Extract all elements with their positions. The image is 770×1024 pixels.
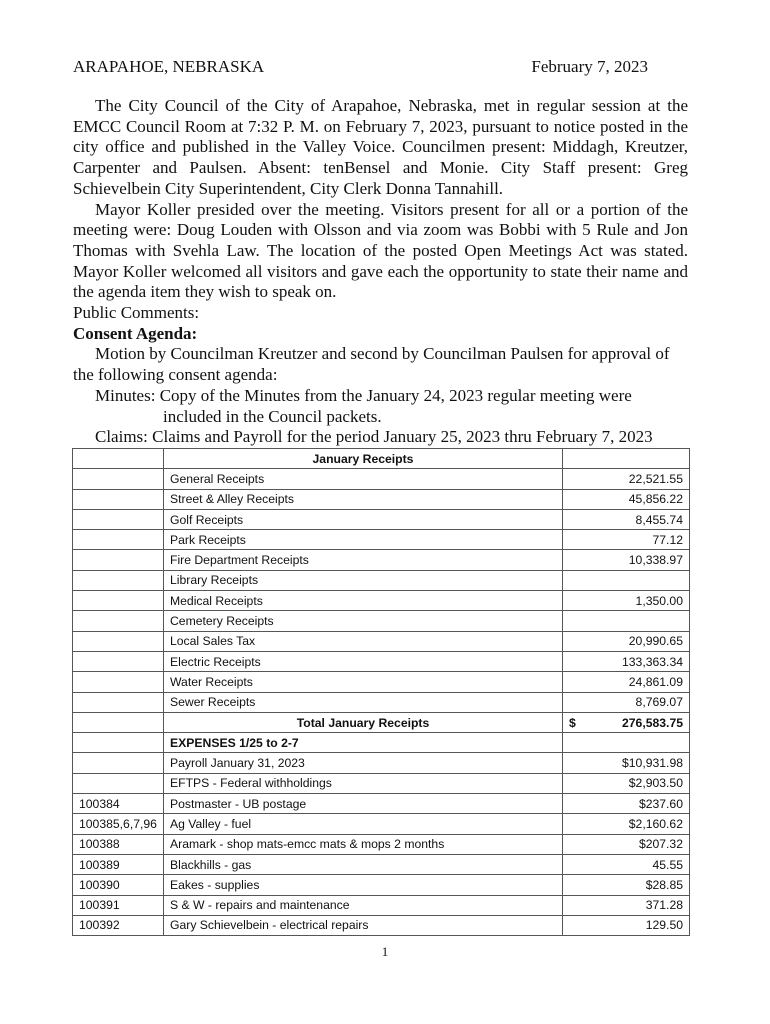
receipt-label: Sewer Receipts	[164, 692, 563, 712]
receipt-blank-cell	[73, 692, 164, 712]
expenses-blank-cell	[73, 733, 164, 753]
expense-amount: $2,160.62	[563, 814, 690, 834]
paragraph-claims: Claims: Claims and Payroll for the period January 25, 2023 thru February 7, 2023	[95, 427, 653, 447]
receipt-blank-cell	[73, 550, 164, 570]
expenses-heading-row	[73, 733, 690, 753]
receipt-blank-cell	[73, 631, 164, 651]
minutes-body	[73, 96, 688, 448]
expense-check-number: 100388	[73, 834, 164, 854]
receipt-blank-cell	[73, 570, 164, 590]
receipts-title: January Receipts	[164, 449, 563, 469]
receipt-row	[73, 489, 690, 509]
receipt-label: Library Receipts	[164, 570, 563, 590]
consent-agenda-heading: Consent Agenda:	[73, 323, 198, 343]
expense-description: Postmaster - UB postage	[164, 794, 563, 814]
expense-check-number	[73, 753, 164, 773]
receipt-amount	[563, 611, 690, 631]
header-location: ARAPAHOE, NEBRASKA	[73, 57, 265, 76]
expense-row	[73, 915, 690, 935]
receipt-label: Cemetery Receipts	[164, 611, 563, 631]
total-currency-symbol: $	[569, 715, 576, 730]
expense-amount: 371.28	[563, 895, 690, 915]
receipt-blank-cell	[73, 530, 164, 550]
expenses-blank-cell	[563, 733, 690, 753]
receipt-label: Park Receipts	[164, 530, 563, 550]
expense-description: S & W - repairs and maintenance	[164, 895, 563, 915]
receipt-row	[73, 570, 690, 590]
expenses-heading: EXPENSES 1/25 to 2-7	[164, 733, 563, 753]
receipt-label: Electric Receipts	[164, 651, 563, 671]
total-blank-cell	[73, 712, 164, 732]
receipt-label: Golf Receipts	[164, 509, 563, 529]
expense-amount: $28.85	[563, 875, 690, 895]
paragraph-motion: Motion by Councilman Kreutzer and second by Councilman Paulsen for approval of the following consent agenda:	[73, 344, 670, 385]
receipt-amount	[563, 570, 690, 590]
expense-row	[73, 854, 690, 874]
receipt-row	[73, 550, 690, 570]
receipts-expenses-table	[72, 448, 690, 936]
expense-description: Blackhills - gas	[164, 854, 563, 874]
receipt-row	[73, 631, 690, 651]
receipt-amount: 10,338.97	[563, 550, 690, 570]
page-number: 1	[381, 944, 389, 959]
receipt-label: General Receipts	[164, 469, 563, 489]
receipt-blank-cell	[73, 651, 164, 671]
receipt-row	[73, 651, 690, 671]
expense-description: EFTPS - Federal withholdings	[164, 773, 563, 793]
paragraph-mayor-presided: Mayor Koller presided over the meeting. Visitors present for all or a portion of the meeting were: Doug Louden with Olsson and via zoom was Bobbi with 5 Rule and Jon Thomas with Svehla Law. The location of the posted Open Meetings Act was stated. Mayor Koller welcomed all visitors and gave each the opportunity to state their name and the agenda item they wish to speak on.	[73, 199, 688, 302]
total-receipts-amount	[563, 712, 690, 732]
expense-check-number: 100391	[73, 895, 164, 915]
receipt-blank-cell	[73, 469, 164, 489]
receipt-amount: 20,990.65	[563, 631, 690, 651]
expense-amount: 45.55	[563, 854, 690, 874]
expense-row	[73, 875, 690, 895]
receipt-amount: 24,861.09	[563, 672, 690, 692]
receipt-blank-cell	[73, 489, 164, 509]
receipt-label: Medical Receipts	[164, 591, 563, 611]
expense-check-number: 100384	[73, 794, 164, 814]
expense-row	[73, 895, 690, 915]
expense-description: Payroll January 31, 2023	[164, 753, 563, 773]
receipt-row	[73, 672, 690, 692]
expense-amount: 129.50	[563, 915, 690, 935]
expense-check-number	[73, 773, 164, 793]
expense-description: Gary Schievelbein - electrical repairs	[164, 915, 563, 935]
expense-row	[73, 794, 690, 814]
receipt-amount: 8,769.07	[563, 692, 690, 712]
paragraph-meeting-opening: The City Council of the City of Arapahoe, Nebraska, met in regular session at the EMCC Council Room at 7:32 P. M. on February 7, 2023, pursuant to notice posted in the city office and published in the Valley Voice. Councilmen present: Middagh, Kreutzer, Carpenter and Paulsen. Absent: tenBensel and Monie. City Staff present: Greg Schievelbein City Superintendent, City Clerk Donna Tannahill.	[73, 96, 688, 198]
receipts-title-row	[73, 449, 690, 469]
expense-amount: $10,931.98	[563, 753, 690, 773]
receipt-amount: 45,856.22	[563, 489, 690, 509]
receipt-row	[73, 469, 690, 489]
total-receipts-value: 276,583.75	[622, 715, 683, 730]
total-receipts-label: Total January Receipts	[164, 712, 563, 732]
expense-check-number: 100390	[73, 875, 164, 895]
receipt-row	[73, 611, 690, 631]
expense-amount: $237.60	[563, 794, 690, 814]
expense-check-number: 100389	[73, 854, 164, 874]
receipt-label: Street & Alley Receipts	[164, 489, 563, 509]
expense-row	[73, 753, 690, 773]
paragraph-minutes: Minutes: Copy of the Minutes from the January 24, 2023 regular meeting were included in the Council packets.	[95, 385, 632, 426]
receipt-amount: 8,455.74	[563, 509, 690, 529]
expense-amount: $2,903.50	[563, 773, 690, 793]
receipt-blank-cell	[73, 611, 164, 631]
header-date: February 7, 2023	[531, 57, 648, 76]
expense-row	[73, 834, 690, 854]
receipts-total-row	[73, 712, 690, 732]
receipt-blank-cell	[73, 591, 164, 611]
receipt-blank-cell	[73, 509, 164, 529]
receipt-amount: 133,363.34	[563, 651, 690, 671]
expense-row	[73, 773, 690, 793]
receipt-label: Fire Department Receipts	[164, 550, 563, 570]
receipt-label: Local Sales Tax	[164, 631, 563, 651]
receipt-blank-cell	[73, 672, 164, 692]
expense-description: Ag Valley - fuel	[164, 814, 563, 834]
expense-amount: $207.32	[563, 834, 690, 854]
expense-row	[73, 814, 690, 834]
receipt-row	[73, 530, 690, 550]
expense-check-number: 100385,6,7,96	[73, 814, 164, 834]
public-comments-label: Public Comments:	[73, 303, 200, 323]
receipt-amount: 22,521.55	[563, 469, 690, 489]
receipt-row	[73, 591, 690, 611]
document-header	[73, 57, 648, 79]
receipt-amount: 1,350.00	[563, 591, 690, 611]
receipt-row	[73, 692, 690, 712]
receipt-label: Water Receipts	[164, 672, 563, 692]
receipt-amount: 77.12	[563, 530, 690, 550]
expense-check-number: 100392	[73, 915, 164, 935]
expense-description: Eakes - supplies	[164, 875, 563, 895]
expense-description: Aramark - shop mats-emcc mats & mops 2 months	[164, 834, 563, 854]
receipt-row	[73, 509, 690, 529]
